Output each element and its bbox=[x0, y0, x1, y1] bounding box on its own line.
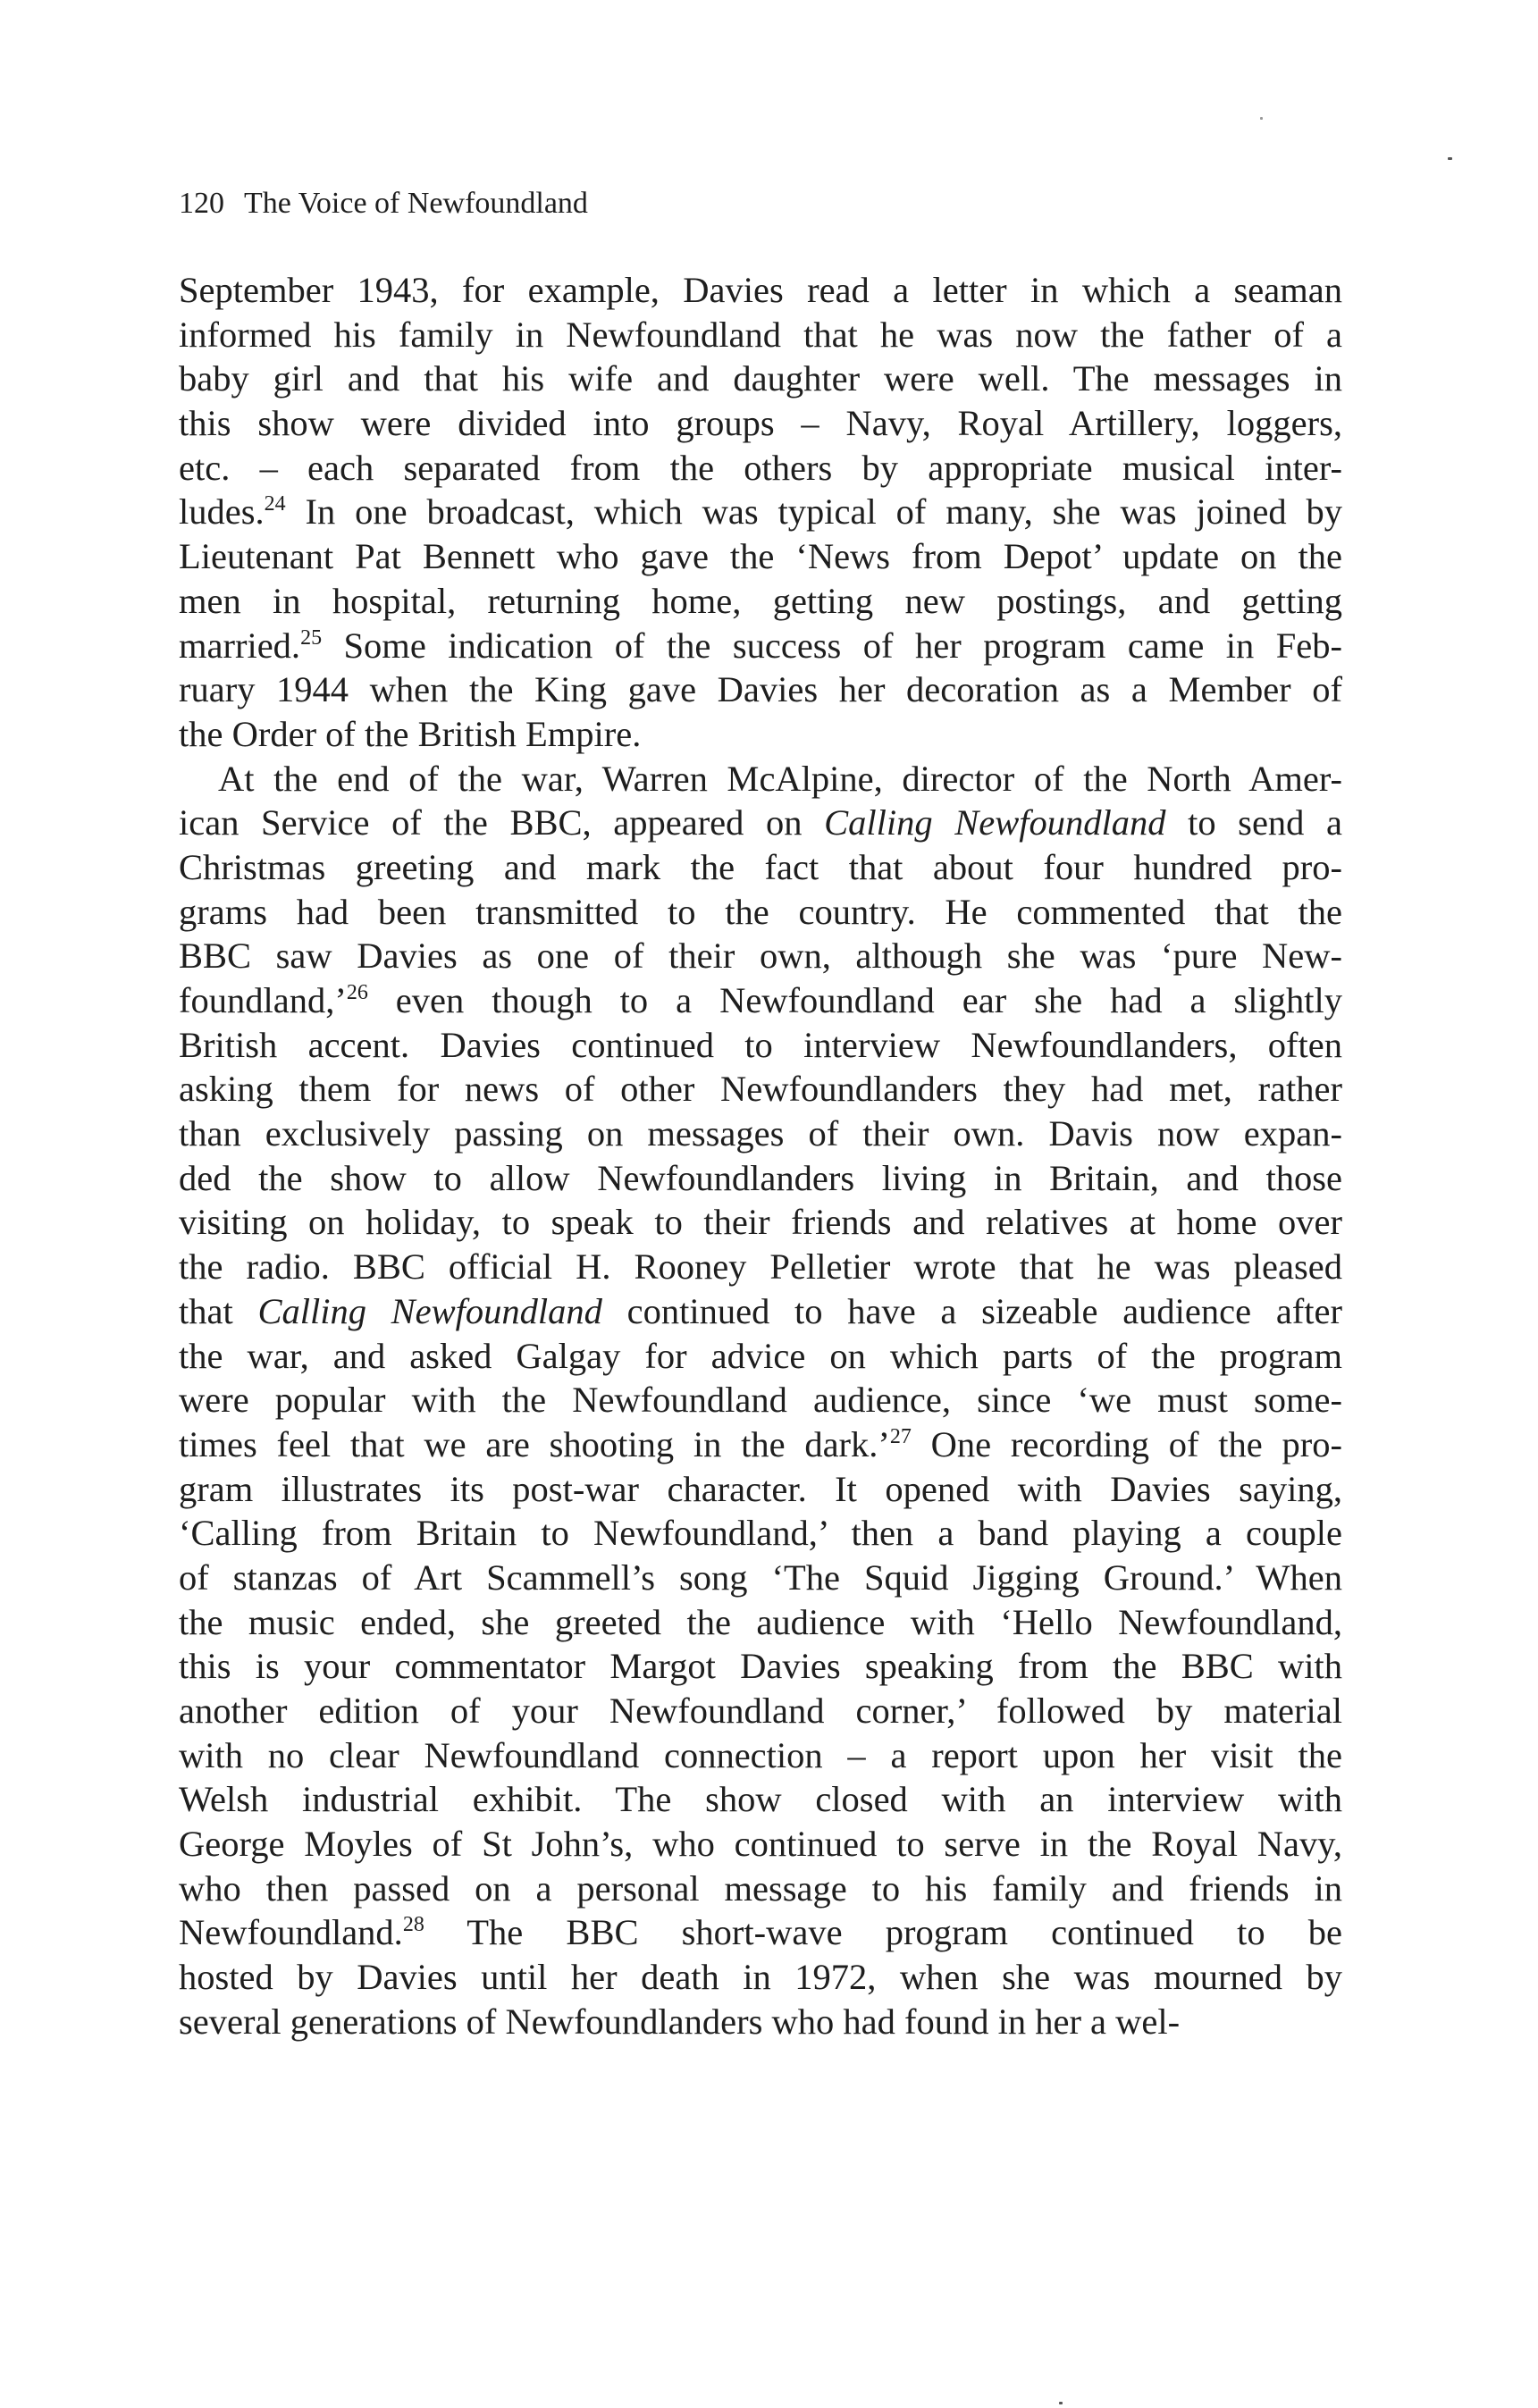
text-segment: asking them for news of other Newfoundlanders they had met, rather bbox=[179, 1069, 1342, 1110]
text-line bbox=[179, 1112, 1342, 1156]
text-segment: September 1943, for example, Davies read a letter in which a seaman bbox=[179, 270, 1342, 310]
text-line bbox=[179, 1777, 1342, 1822]
text-segment: times feel that we are shooting in the dark.’ bbox=[179, 1423, 890, 1464]
footnote-marker: 24 bbox=[264, 492, 286, 516]
text-segment: informed his family in Newfoundland that he was now the father of a bbox=[179, 314, 1342, 355]
text-segment: The BBC short-wave program continued to be bbox=[424, 1912, 1342, 1953]
text-line bbox=[179, 1822, 1342, 1867]
text-segment: another edition of your Newfoundland corner,’ followed by material bbox=[179, 1691, 1342, 1731]
text-line bbox=[179, 1910, 1342, 1955]
body-text bbox=[179, 268, 1342, 2044]
text-segment: of stanzas of Art Scammell’s song ‘The Squid Jigging Ground.’ When bbox=[179, 1556, 1342, 1598]
text-segment: grams had been transmitted to the country. He commented that the bbox=[179, 891, 1342, 932]
text-segment: even though to a Newfoundland ear she had a slightly bbox=[367, 980, 1342, 1020]
text-segment: gram illustrates its post-war character. It opened with Davies saying, bbox=[179, 1468, 1342, 1509]
text-segment: Some indication of the success of her program came in Feb- bbox=[322, 625, 1342, 666]
text-line bbox=[179, 1511, 1342, 1556]
text-line bbox=[179, 890, 1342, 935]
text-line bbox=[179, 1067, 1342, 1112]
text-line bbox=[179, 1289, 1342, 1334]
text-line bbox=[179, 1689, 1342, 1733]
text-line bbox=[179, 534, 1342, 579]
text-line bbox=[179, 1733, 1342, 1778]
text-segment: At the end of the war, Warren McAlpine, director of the North Amer- bbox=[218, 758, 1342, 799]
text-segment: married. bbox=[179, 625, 301, 666]
text-segment: to send a bbox=[1165, 802, 1342, 843]
text-segment: ican Service of the BBC, appeared on bbox=[179, 802, 825, 843]
footnote-marker: 25 bbox=[300, 625, 323, 650]
text-segment: this is your commentator Margot Davies speaking from the BBC with bbox=[179, 1646, 1342, 1687]
page-number: 120 bbox=[179, 187, 224, 220]
paragraph bbox=[179, 757, 1342, 2044]
text-segment: were popular with the Newfoundland audience, since ‘we must some- bbox=[179, 1380, 1342, 1421]
text-segment: Newfoundland. bbox=[179, 1912, 403, 1953]
text-line bbox=[179, 1422, 1342, 1467]
paragraph bbox=[179, 268, 1342, 757]
text-line bbox=[179, 579, 1342, 624]
text-segment: etc. – each separated from the others by appropriate musical inter- bbox=[179, 447, 1342, 488]
text-line bbox=[179, 1378, 1342, 1422]
text-segment: BBC saw Davies as one of their own, although she was ‘pure New- bbox=[179, 936, 1342, 977]
text-segment: ded the show to allow Newfoundlanders living in Britain, and those bbox=[179, 1157, 1342, 1198]
text-line bbox=[179, 757, 1342, 801]
text-segment: the Order of the British Empire. bbox=[179, 713, 642, 754]
text-line bbox=[179, 1156, 1342, 1201]
text-segment: In one broadcast, which was typical of many, she was joined by bbox=[285, 491, 1342, 533]
text-line bbox=[179, 1556, 1342, 1600]
text-segment: with no clear Newfoundland connection – a report upon her visit the bbox=[179, 1734, 1342, 1775]
italic-title: Calling Newfoundland bbox=[257, 1290, 602, 1331]
running-head bbox=[179, 186, 588, 222]
text-line bbox=[179, 667, 1342, 712]
text-segment: ludes. bbox=[179, 491, 265, 533]
text-segment: ‘Calling from Britain to Newfoundland,’ then a band playing a couple bbox=[179, 1513, 1342, 1554]
text-segment: ruary 1944 when the King gave Davies her decoration as a Member of bbox=[179, 669, 1342, 710]
text-line bbox=[179, 712, 1342, 757]
text-line bbox=[179, 357, 1342, 401]
text-segment: the music ended, she greeted the audience with ‘Hello Newfoundland, bbox=[179, 1601, 1342, 1642]
text-segment: the radio. BBC official H. Rooney Pelletier wrote that he was pleased bbox=[179, 1246, 1342, 1288]
text-line bbox=[179, 978, 1342, 1023]
text-segment: Lieutenant Pat Bennett who gave the ‘News from Depot’ update on the bbox=[179, 536, 1342, 577]
scan-speck-icon bbox=[1260, 117, 1263, 120]
text-line bbox=[179, 624, 1342, 668]
text-segment: George Moyles of St John’s, who continued to serve in the Royal Navy, bbox=[179, 1824, 1342, 1865]
text-line bbox=[179, 1023, 1342, 1068]
text-line bbox=[179, 1334, 1342, 1379]
text-segment: Christmas greeting and mark the fact that about four hundred pro- bbox=[179, 846, 1342, 887]
text-line bbox=[179, 1867, 1342, 1911]
text-segment: visiting on holiday, to speak to their friends and relatives at home over bbox=[179, 1202, 1342, 1243]
text-line bbox=[179, 1245, 1342, 1289]
text-segment: this show were divided into groups – Navy, Royal Artillery, loggers, bbox=[179, 403, 1342, 444]
text-line bbox=[179, 401, 1342, 446]
text-line bbox=[179, 268, 1342, 313]
text-segment: One recording of the pro- bbox=[911, 1423, 1342, 1464]
text-line bbox=[179, 1467, 1342, 1512]
text-line bbox=[179, 1644, 1342, 1689]
text-line bbox=[179, 1600, 1342, 1645]
footnote-marker: 26 bbox=[346, 981, 368, 1004]
text-segment: than exclusively passing on messages of their own. Davis now expan- bbox=[179, 1113, 1342, 1154]
scan-speck-icon bbox=[1448, 157, 1452, 160]
text-segment: continued to have a sizeable audience after bbox=[601, 1290, 1342, 1331]
italic-title: Calling Newfoundland bbox=[824, 802, 1166, 843]
text-line bbox=[179, 934, 1342, 978]
text-segment: men in hospital, returning home, getting new postings, and getting bbox=[179, 580, 1342, 621]
footnote-marker: 28 bbox=[402, 1913, 424, 1937]
text-segment: who then passed on a personal message to his family and friends in bbox=[179, 1867, 1342, 1909]
scan-speck-icon bbox=[1059, 2402, 1063, 2404]
running-head-title: The Voice of Newfoundland bbox=[244, 187, 588, 220]
text-line bbox=[179, 845, 1342, 890]
text-segment: that bbox=[179, 1290, 258, 1331]
text-line bbox=[179, 490, 1342, 534]
text-line bbox=[179, 2000, 1342, 2044]
text-line bbox=[179, 446, 1342, 491]
text-segment: baby girl and that his wife and daughter were well. The messages in bbox=[179, 358, 1342, 399]
text-segment: the war, and asked Galgay for advice on which parts of the program bbox=[179, 1335, 1342, 1376]
text-segment: Welsh industrial exhibit. The show closed with an interview with bbox=[179, 1779, 1342, 1820]
text-line bbox=[179, 801, 1342, 845]
text-line bbox=[179, 313, 1342, 357]
text-segment: British accent. Davies continued to interview Newfoundlanders, often bbox=[179, 1024, 1342, 1065]
footnote-marker: 27 bbox=[889, 1424, 912, 1448]
text-segment: foundland,’ bbox=[179, 980, 347, 1020]
text-segment: hosted by Davies until her death in 1972, when she was mourned by bbox=[179, 1957, 1342, 1998]
text-line bbox=[179, 1955, 1342, 2000]
text-line bbox=[179, 1200, 1342, 1245]
text-segment: several generations of Newfoundlanders who had found in her a wel- bbox=[179, 2001, 1181, 2042]
